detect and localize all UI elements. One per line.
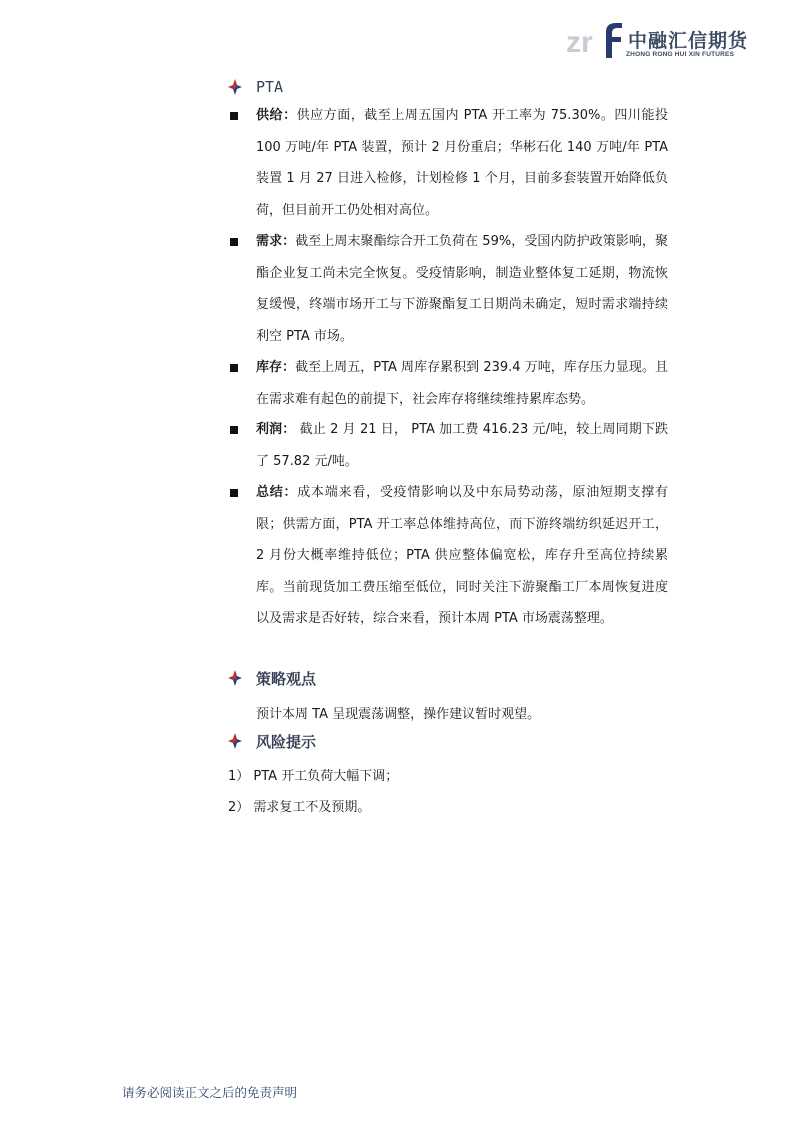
square-bullet-icon bbox=[230, 238, 238, 246]
demand-paragraph bbox=[256, 226, 668, 352]
square-bullet-icon bbox=[230, 489, 238, 497]
section-heading-risk bbox=[228, 730, 316, 752]
supply-text: 供应方面，截至上周五国内 PTA 开工率为 75.30%。四川能投 100 万吨/年 PTA 装置，预计 2 月份重启；华彬石化 140 万吨/年 PTA 装置 1 月 27 日进入检修，计划检修 1 个月，目前多套装置开始降低负荷，但目前开工仍处相对高位。 bbox=[256, 108, 668, 218]
inventory-label: 库存： bbox=[256, 360, 296, 375]
section-heading-strategy bbox=[228, 667, 316, 689]
square-bullet-icon bbox=[230, 364, 238, 372]
section-title: 风险提示 bbox=[256, 732, 317, 751]
demand-label: 需求： bbox=[256, 234, 296, 249]
footer-disclaimer: 请务必阅读正文之后的免责声明 bbox=[122, 1085, 298, 1100]
logo-chinese-name: 中融汇信期货 bbox=[628, 30, 749, 52]
inventory-paragraph bbox=[256, 352, 668, 415]
summary-text: 成本端来看，受疫情影响以及中东局势动荡，原油短期支撑有限；供需方面，PTA 开工率总体维持高位，而下游终端纺织延迟开工，2 月份大概率维持低位；PTA 供应整体偏宽松，库存升至高位持续累库。当前现货加工费压缩至低位，同时关注下游聚酯工厂本周恢复进度以及需求是否好转，综合来看，预计本周 PTA 市场震荡整理。 bbox=[256, 485, 668, 626]
summary-label: 总结： bbox=[256, 485, 298, 500]
strategy-text: 预计本周 TA 呈现震荡调整，操作建议暂时观望。 bbox=[256, 707, 541, 722]
profit-label: 利润： bbox=[256, 422, 296, 437]
profit-text: 截止 2 月 21 日， PTA 加工费 416.23 元/吨，较上周同期下跌了 57.82 元/吨。 bbox=[256, 422, 668, 469]
inventory-text: 截至上周五，PTA 周库存累积到 239.4 万吨，库存压力显现。且在需求难有起色的前提下，社会库存将继续维持累库态势。 bbox=[256, 360, 668, 407]
square-bullet-icon bbox=[230, 426, 238, 434]
zrf-logo-icon bbox=[566, 20, 624, 60]
profit-paragraph bbox=[256, 414, 668, 477]
section-title: PTA bbox=[256, 78, 284, 96]
company-logo bbox=[566, 16, 749, 62]
logo-english-name: ZHONG RONG HUI XIN FUTURES bbox=[626, 51, 735, 58]
section-heading-pta bbox=[228, 76, 283, 98]
demand-text: 截至上周末聚酯综合开工负荷在 59%，受国内防护政策影响，聚酯企业复工尚未完全恢复。受疫情影响，制造业整体复工延期，物流恢复缓慢，终端市场开工与下游聚酯复工日期尚未确定，短时需求端持续利空 PTA 市场。 bbox=[256, 234, 668, 344]
risk-item: 2） 需求复工不及预期。 bbox=[228, 800, 371, 815]
summary-paragraph bbox=[256, 477, 668, 635]
risk-item: 1） PTA 开工负荷大幅下调； bbox=[228, 769, 399, 784]
supply-label: 供给： bbox=[256, 108, 297, 123]
square-bullet-icon bbox=[230, 112, 238, 120]
section-title: 策略观点 bbox=[256, 669, 317, 688]
diamond-bullet-icon bbox=[228, 670, 242, 686]
diamond-bullet-icon bbox=[228, 733, 242, 749]
diamond-bullet-icon bbox=[228, 79, 242, 95]
svg-text:zr: zr bbox=[566, 26, 593, 59]
supply-paragraph bbox=[256, 100, 668, 226]
